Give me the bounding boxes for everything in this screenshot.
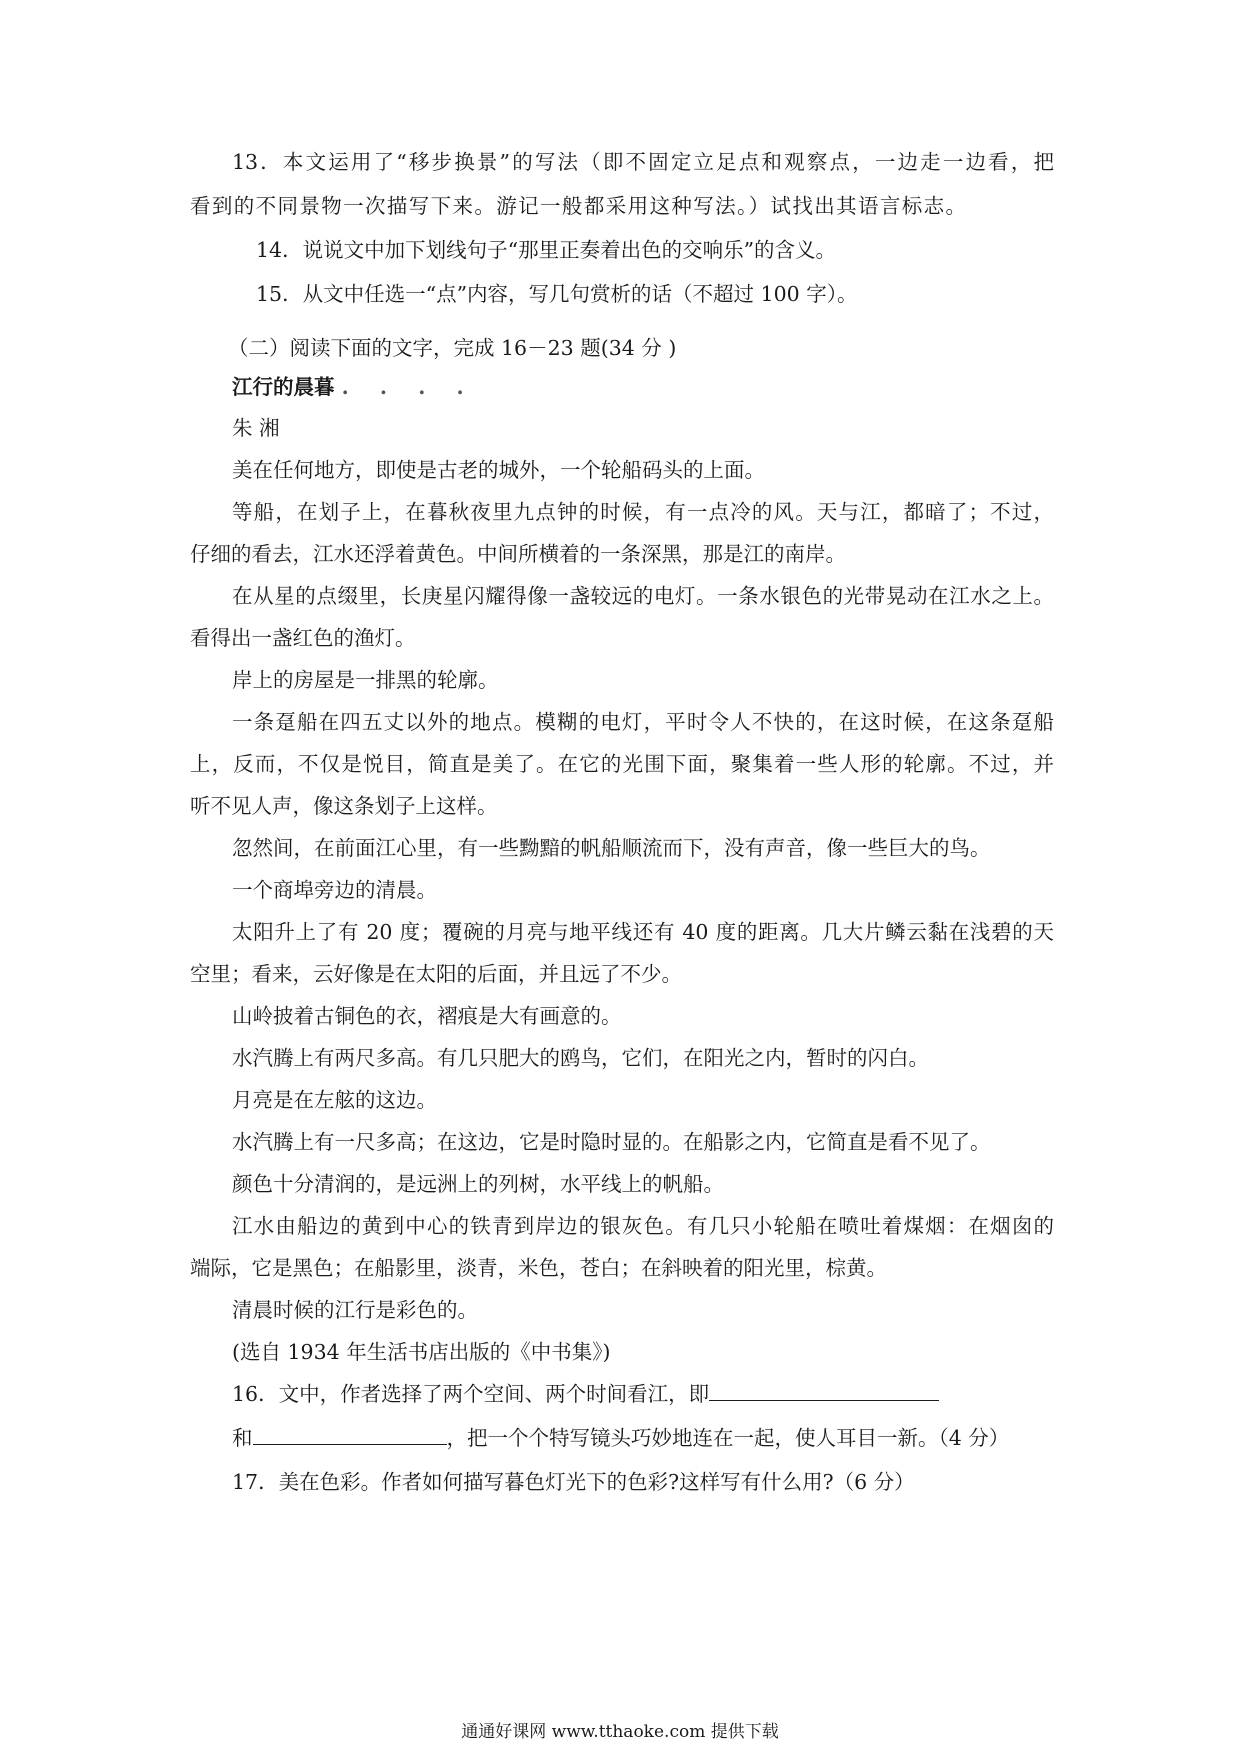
q15: 15．从文中任选一“点”内容，写几句赏析的话（不超过 100 字）。: [256, 282, 858, 306]
passage-line: 忽然间，在前面江心里，有一些黝黯的帆船顺流而下，没有声音，像一些巨大的鸟。: [232, 836, 991, 860]
footer-credit: 通通好课网 www.tthaoke.com 提供下载: [461, 1722, 779, 1742]
passage-line: 水汽腾上有两尺多高。有几只肥大的鸥鸟，它们，在阳光之内，暂时的闪白。: [232, 1046, 929, 1070]
passage-line: 清晨时候的江行是彩色的。: [232, 1298, 478, 1322]
passage-line: 上，反而，不仅是悦目，简直是美了。在它的光围下面，聚集着一些人形的轮廓。不过，并: [190, 752, 1054, 776]
q14: 14．说说文中加下划线句子“那里正奏着出色的交响乐”的含义。: [256, 238, 837, 262]
source-note: (选自 1934 年生活书店出版的《中书集》): [232, 1340, 611, 1364]
q17: 17．美在色彩。作者如何描写暮色灯光下的色彩?这样写有什么用?（6 分）: [232, 1470, 915, 1494]
passage-line: 听不见人声，像这条划子上这样。: [190, 794, 498, 818]
passage-line: 太阳升上了有 20 度；覆碗的月亮与地平线还有 40 度的距离。几大片鳞云黏在浅碧的天: [232, 920, 1054, 944]
q16-line2: [232, 1424, 1009, 1452]
passage-line: 仔细的看去，江水还浮着黄色。中间所横着的一条深黑，那是江的南岸。: [190, 542, 846, 566]
passage-line: 水汽腾上有一尺多高；在这边，它是时隐时显的。在船影之内，它简直是看不见了。: [232, 1130, 991, 1154]
q16-prefix: 和: [232, 1426, 253, 1450]
passage-line: 端际，它是黑色；在船影里，淡青，米色，苍白；在斜映着的阳光里，棕黄。: [190, 1256, 887, 1280]
passage-line: 月亮是在左舷的这边。: [232, 1088, 437, 1112]
passage-line: 空里；看来，云好像是在太阳的后面，并且远了不少。: [190, 962, 682, 986]
q16-answer-blank-2[interactable]: [253, 1424, 447, 1445]
passage-line: 山岭披着古铜色的衣，褶痕是大有画意的。: [232, 1004, 622, 1028]
passage-line: 一条趸船在四五丈以外的地点。模糊的电灯，平时令人不快的，在这时候，在这条趸船: [232, 710, 1054, 734]
article-title: [232, 373, 476, 401]
passage-line: 在从星的点缀里，长庚星闪耀得像一盏较远的电灯。一条水银色的光带晃动在江水之上。: [232, 584, 1054, 608]
title-dots: . . . .: [341, 375, 476, 399]
passage-line: 看得出一盏红色的渔灯。: [190, 626, 416, 650]
passage-line: 岸上的房屋是一排黑的轮廓。: [232, 668, 499, 692]
q16-text: 16．文中，作者选择了两个空间、两个时间看江，即: [232, 1382, 710, 1406]
q16-answer-blank-1[interactable]: [709, 1380, 939, 1401]
passage-line: 等船，在划子上，在暮秋夜里九点钟的时候，有一点冷的风。天与江，都暗了；不过，: [232, 500, 1054, 524]
q13-line2: 看到的不同景物一次描写下来。游记一般都采用这种写法。）试找出其语言标志。: [190, 194, 966, 218]
section-heading: （二）阅读下面的文字，完成 16－23 题(34 分 ): [228, 336, 677, 360]
author: 朱 湘: [232, 416, 280, 440]
passage-line: 一个商埠旁边的清晨。: [232, 878, 437, 902]
q16-suffix: ，把一个个特写镜头巧妙地连在一起，使人耳目一新。（4 分）: [446, 1426, 1010, 1450]
q13-line1: 13．本文运用了“移步换景”的写法（即不固定立足点和观察点，一边走一边看，把: [232, 150, 1054, 174]
passage-line: 江水由船边的黄到中心的铁青到岸边的银灰色。有几只小轮船在喷吐着煤烟：在烟囱的: [232, 1214, 1054, 1238]
q16-line1: [232, 1380, 939, 1408]
passage-line: 美在任何地方，即使是古老的城外，一个轮船码头的上面。: [232, 458, 765, 482]
article-title-text: 江行的晨暮: [232, 375, 335, 399]
passage-line: 颜色十分清润的，是远洲上的列树，水平线上的帆船。: [232, 1172, 724, 1196]
